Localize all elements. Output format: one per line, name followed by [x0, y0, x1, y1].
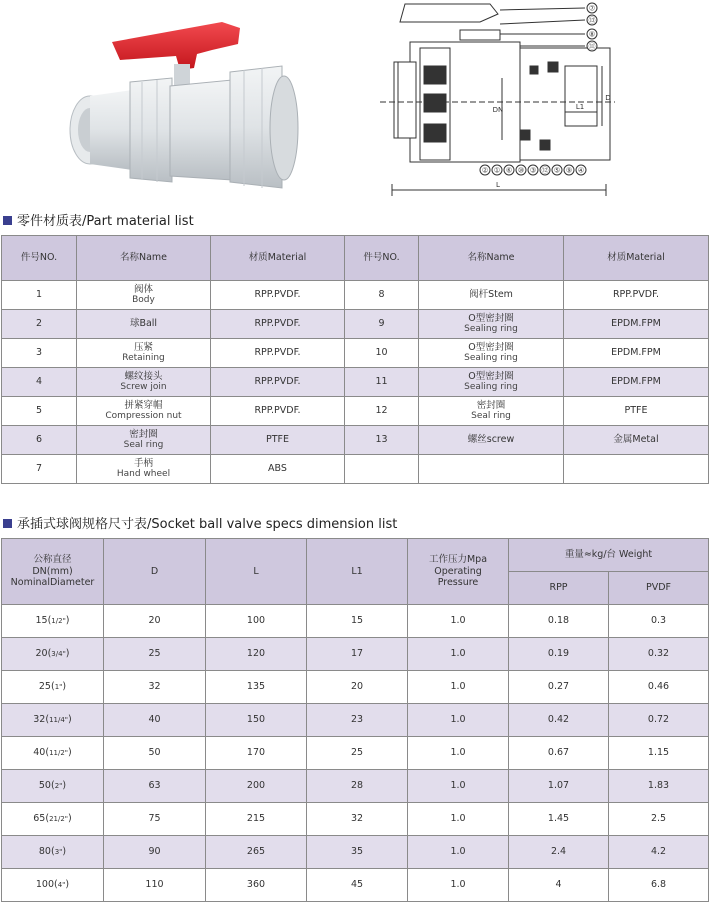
- table-cell: 11: [345, 368, 419, 397]
- table-cell: 150: [206, 704, 307, 737]
- callout-label: ⑪: [588, 42, 596, 51]
- table-cell: RPP.PVDF.: [211, 281, 345, 310]
- ball-valve-photo: [62, 20, 302, 190]
- callout-label: ②: [481, 166, 489, 175]
- table-cell: 35: [307, 836, 408, 869]
- table-cell: 3: [2, 339, 77, 368]
- callout-label: ⑧: [588, 30, 596, 39]
- dn-value: 25: [38, 681, 51, 693]
- table-cell: 1.0: [408, 803, 509, 836]
- parts-section-title: 零件材质表/Part material list: [3, 210, 194, 229]
- table-row: [2, 605, 709, 638]
- table-cell: 1.0: [408, 869, 509, 902]
- part-name-cn: 螺丝screw: [467, 434, 515, 446]
- table-cell: 7: [2, 455, 77, 484]
- table-cell: [564, 455, 709, 484]
- table-cell: RPP.PVDF.: [211, 310, 345, 339]
- table-cell: 135: [206, 671, 307, 704]
- table-cell: 1.0: [408, 737, 509, 770]
- dn-value: 50: [38, 780, 51, 792]
- callout-label: ⑩: [517, 166, 525, 175]
- table-cell: [345, 455, 419, 484]
- inch-size: 21/2": [49, 815, 69, 824]
- dim-dn-label: DN: [492, 106, 504, 114]
- part-name-cn: 密封圈: [129, 428, 158, 440]
- table-row: [2, 704, 709, 737]
- table-cell: 1.0: [408, 770, 509, 803]
- part-name-en: Retaining: [122, 353, 165, 364]
- table-cell: 13: [345, 426, 419, 455]
- table-cell: 8: [345, 281, 419, 310]
- header-l: L: [206, 539, 307, 605]
- table-cell: 12: [345, 397, 419, 426]
- table-row: [2, 368, 709, 397]
- callout-label: ⑦: [588, 4, 596, 13]
- table-cell: 1.83: [609, 770, 709, 803]
- callout-label: ⑫: [541, 166, 549, 175]
- table-cell: 170: [206, 737, 307, 770]
- table-cell: 0.32: [609, 638, 709, 671]
- table-cell: ABS: [211, 455, 345, 484]
- table-cell: 25: [104, 638, 206, 671]
- callout-label: ③: [529, 166, 537, 175]
- table-cell: 9: [345, 310, 419, 339]
- table-cell: 1.0: [408, 605, 509, 638]
- dn-value: 32: [33, 714, 46, 726]
- part-name-cell: [77, 426, 211, 455]
- part-name-cell: [419, 281, 564, 310]
- part-name-en: Sealing ring: [464, 353, 518, 364]
- part-name-cn: 拼紧穿帽: [124, 399, 163, 411]
- dn-value: 80: [38, 846, 51, 858]
- table-cell: 1.45: [509, 803, 609, 836]
- part-name-cn: O型密封圈: [468, 370, 514, 382]
- part-name-cn: 手柄: [133, 457, 153, 469]
- table-cell: 40: [104, 704, 206, 737]
- header-rpp: RPP: [509, 572, 609, 605]
- part-name-cell: [419, 339, 564, 368]
- table-cell: 1.15: [609, 737, 709, 770]
- inch-size: 11/4": [49, 716, 69, 725]
- header-l1: L1: [307, 539, 408, 605]
- column-header: 名称Name: [419, 236, 564, 281]
- part-name-en: Body: [132, 295, 155, 306]
- table-cell: 110: [104, 869, 206, 902]
- part-name-cn: 螺纹接头: [124, 370, 163, 382]
- table-cell: 17: [307, 638, 408, 671]
- table-header-row: [2, 236, 709, 281]
- part-name-cn: O型密封圈: [468, 341, 514, 353]
- header-d: D: [104, 539, 206, 605]
- table-cell: 360: [206, 869, 307, 902]
- table-cell: 6: [2, 426, 77, 455]
- part-name-en: Sealing ring: [464, 324, 518, 335]
- table-cell: PTFE: [564, 397, 709, 426]
- part-name-cell: [419, 426, 564, 455]
- table-cell: 265: [206, 836, 307, 869]
- header-pressure: 工作压力Mpa Operating Pressure: [408, 539, 509, 605]
- table-cell: RPP.PVDF.: [211, 339, 345, 368]
- part-name-cn: 压紧: [133, 341, 153, 353]
- table-cell: 0.72: [609, 704, 709, 737]
- table-cell: RPP.PVDF.: [211, 397, 345, 426]
- table-cell: PTFE: [211, 426, 345, 455]
- dim-l1-label: L1: [575, 103, 585, 111]
- dn-value: 100: [35, 879, 54, 891]
- table-cell: EPDM.FPM: [564, 339, 709, 368]
- table-cell: 4: [2, 368, 77, 397]
- inch-size: 1/2": [51, 617, 66, 626]
- part-name-cell: [419, 397, 564, 426]
- part-name-cell: [77, 397, 211, 426]
- table-cell: 32: [104, 671, 206, 704]
- nominal-diameter-cell: 32(11/4"): [2, 704, 104, 737]
- part-name-en: Hand wheel: [116, 469, 171, 480]
- table-cell: 20: [307, 671, 408, 704]
- table-cell: 120: [206, 638, 307, 671]
- part-name-cn: 密封圈: [476, 399, 506, 411]
- table-cell: 2.4: [509, 836, 609, 869]
- part-name-cell: [77, 339, 211, 368]
- dn-value: 65: [33, 813, 46, 825]
- table-row: [2, 426, 709, 455]
- part-name-en: Sealing ring: [464, 382, 518, 393]
- nominal-diameter-cell: 25(1"): [2, 671, 104, 704]
- dn-value: 20: [35, 648, 48, 660]
- table-cell: 0.27: [509, 671, 609, 704]
- cross-section-drawing: [380, 0, 709, 196]
- table-cell: 0.19: [509, 638, 609, 671]
- table-cell: 45: [307, 869, 408, 902]
- callout-label: ④: [577, 166, 585, 175]
- nominal-diameter-cell: 20(3/4"): [2, 638, 104, 671]
- column-header: 材质Material: [564, 236, 709, 281]
- table-row: [2, 455, 709, 484]
- table-cell: 90: [104, 836, 206, 869]
- table-header-row: [2, 539, 709, 572]
- part-name-cn: O型密封圈: [468, 312, 514, 324]
- table-cell: 10: [345, 339, 419, 368]
- table-cell: 28: [307, 770, 408, 803]
- inch-size: 11/2": [49, 749, 69, 758]
- table-cell: 25: [307, 737, 408, 770]
- part-name-en: Compression nut: [105, 411, 182, 422]
- table-row: [2, 339, 709, 368]
- part-name-cell: [77, 368, 211, 397]
- table-cell: 1.0: [408, 638, 509, 671]
- header-pvdf: PVDF: [609, 572, 709, 605]
- part-name-en: Seal ring: [471, 411, 511, 422]
- part-name-cell: [419, 455, 564, 484]
- table-row: [2, 869, 709, 902]
- table-cell: 1: [2, 281, 77, 310]
- dn-value: 40: [33, 747, 46, 759]
- table-cell: 1.0: [408, 671, 509, 704]
- header-weight: 重量≈kg/台 Weight: [509, 539, 709, 572]
- nominal-diameter-cell: 100(4"): [2, 869, 104, 902]
- nominal-diameter-cell: 40(11/2"): [2, 737, 104, 770]
- table-cell: EPDM.FPM: [564, 368, 709, 397]
- inch-size: 1": [54, 683, 63, 692]
- table-cell: 32: [307, 803, 408, 836]
- part-name-cell: [419, 368, 564, 397]
- table-cell: 63: [104, 770, 206, 803]
- table-cell: 15: [307, 605, 408, 638]
- inch-size: 3/4": [51, 650, 66, 659]
- table-cell: 0.46: [609, 671, 709, 704]
- nominal-diameter-cell: 80(3"): [2, 836, 104, 869]
- table-cell: 0.67: [509, 737, 609, 770]
- table-row: [2, 803, 709, 836]
- part-name-cn: 阀体: [133, 283, 153, 295]
- table-row: [2, 310, 709, 339]
- bullet-square-icon: [3, 216, 12, 225]
- parts-material-table: [1, 235, 709, 484]
- table-cell: 金属Metal: [564, 426, 709, 455]
- table-cell: EPDM.FPM: [564, 310, 709, 339]
- table-cell: 1.07: [509, 770, 609, 803]
- nominal-diameter-cell: 50(2"): [2, 770, 104, 803]
- table-cell: 23: [307, 704, 408, 737]
- part-name-en: Screw join: [120, 382, 167, 393]
- table-row: [2, 397, 709, 426]
- callout-label: ⑬: [588, 16, 596, 25]
- table-cell: 0.42: [509, 704, 609, 737]
- column-header: 名称Name: [77, 236, 211, 281]
- dn-value: 15: [35, 615, 48, 627]
- table-cell: 200: [206, 770, 307, 803]
- part-name-cn: 阀杆Stem: [469, 289, 513, 301]
- column-header: 件号NO.: [345, 236, 419, 281]
- column-header: 件号NO.: [2, 236, 77, 281]
- product-illustrations: [0, 0, 709, 200]
- column-header: 材质Material: [211, 236, 345, 281]
- table-row: [2, 638, 709, 671]
- table-cell: 5: [2, 397, 77, 426]
- dim-d-label: D: [605, 94, 611, 102]
- table-row: [2, 737, 709, 770]
- header-nominal-diameter: 公称直径 DN(mm) NominalDiameter: [2, 539, 104, 605]
- table-cell: 4: [509, 869, 609, 902]
- table-cell: RPP.PVDF.: [564, 281, 709, 310]
- table-cell: 100: [206, 605, 307, 638]
- table-cell: 1.0: [408, 704, 509, 737]
- table-cell: 2: [2, 310, 77, 339]
- nominal-diameter-cell: 15(1/2"): [2, 605, 104, 638]
- table-row: [2, 836, 709, 869]
- table-cell: 6.8: [609, 869, 709, 902]
- dim-l-label: L: [496, 181, 500, 189]
- table-cell: 20: [104, 605, 206, 638]
- table-cell: RPP.PVDF.: [211, 368, 345, 397]
- table-cell: 1.0: [408, 836, 509, 869]
- table-row: [2, 770, 709, 803]
- part-name-cell: [77, 310, 211, 339]
- inch-size: 4": [57, 881, 66, 890]
- part-name-cn: 球Ball: [129, 318, 158, 330]
- table-cell: 0.3: [609, 605, 709, 638]
- table-cell: 0.18: [509, 605, 609, 638]
- part-name-cell: [77, 455, 211, 484]
- callout-label: ⑤: [553, 166, 561, 175]
- table-row: [2, 281, 709, 310]
- callout-label: ⑨: [565, 166, 573, 175]
- table-cell: 4.2: [609, 836, 709, 869]
- nominal-diameter-cell: 65(21/2"): [2, 803, 104, 836]
- callout-label: ①: [493, 166, 501, 175]
- table-cell: 215: [206, 803, 307, 836]
- part-name-cell: [77, 281, 211, 310]
- table-cell: 2.5: [609, 803, 709, 836]
- bullet-square-icon: [3, 519, 12, 528]
- callout-label: ⑥: [505, 166, 513, 175]
- table-cell: 50: [104, 737, 206, 770]
- table-cell: 75: [104, 803, 206, 836]
- part-name-en: Seal ring: [123, 440, 164, 451]
- inch-size: 2": [54, 782, 63, 791]
- specs-section-title: 承插式球阀规格尺寸表/Socket ball valve specs dimension list: [3, 513, 397, 532]
- socket-valve-specs-table: [1, 538, 709, 902]
- table-row: [2, 671, 709, 704]
- part-name-cell: [419, 310, 564, 339]
- inch-size: 3": [54, 848, 63, 857]
